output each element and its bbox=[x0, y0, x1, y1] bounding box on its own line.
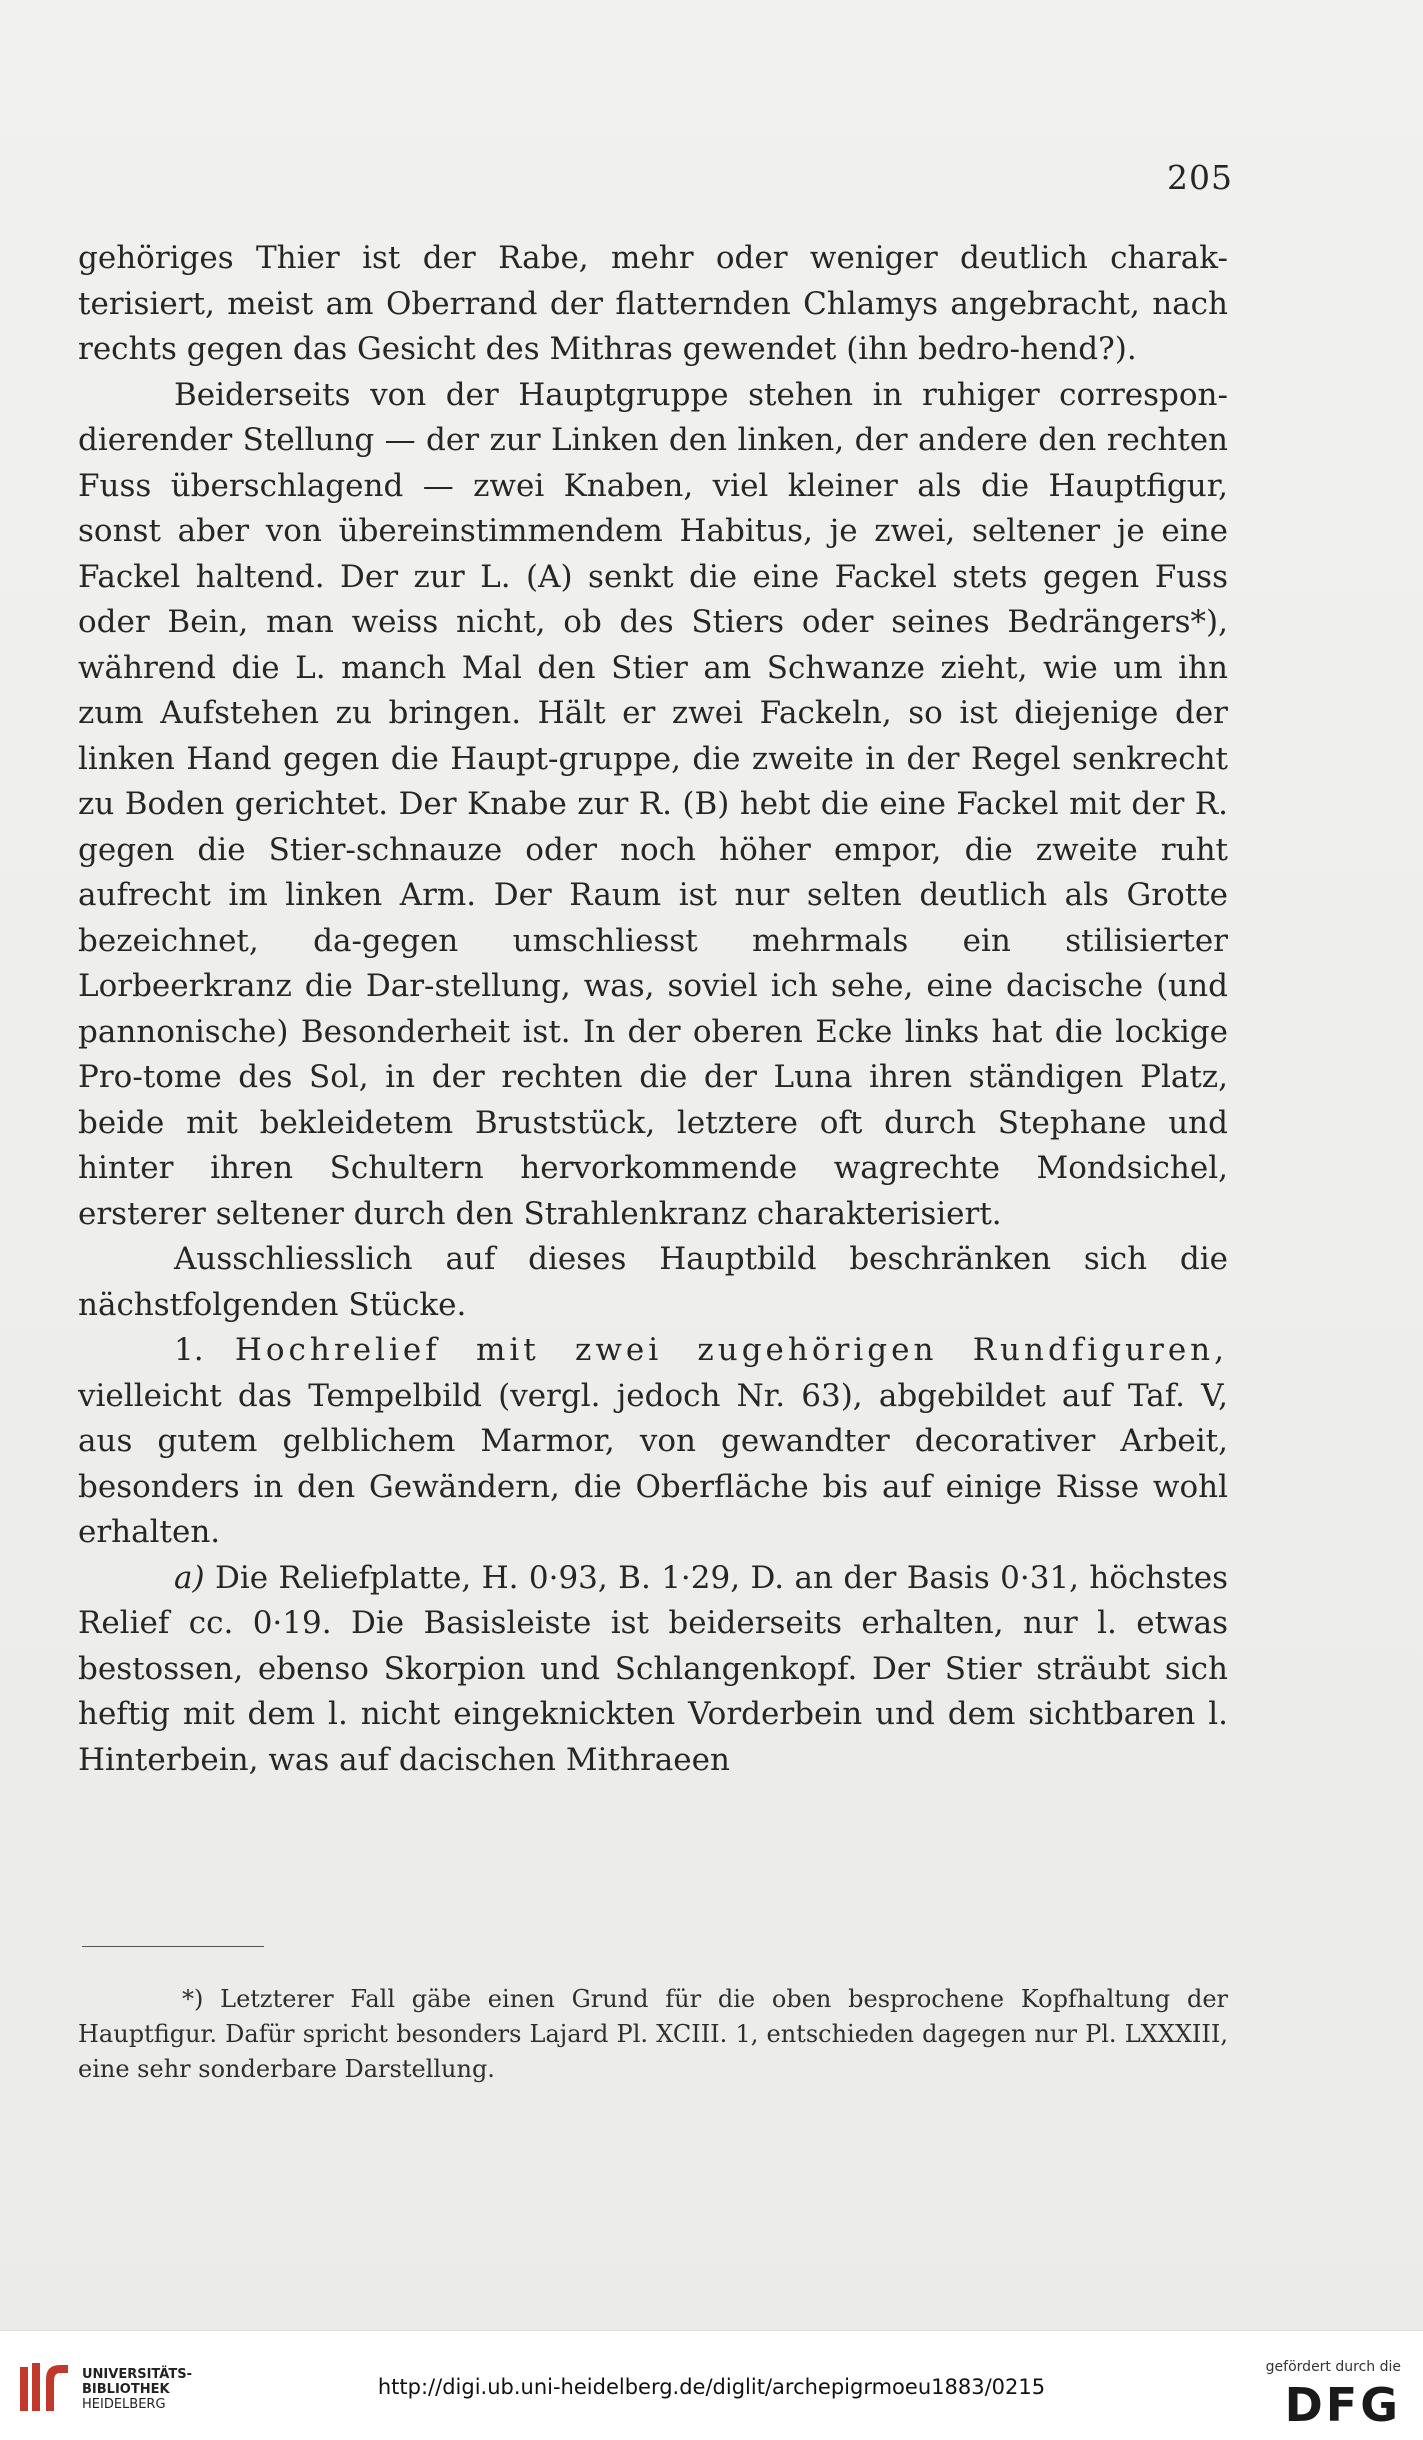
item-1-number: 1. bbox=[174, 1332, 204, 1368]
funding-note: gefördert durch die bbox=[1265, 2359, 1401, 2375]
item-a-paragraph bbox=[78, 1556, 1228, 1784]
page-number: 205 bbox=[1167, 158, 1233, 197]
footnote bbox=[78, 1982, 1228, 2087]
item-1-text: vielleicht das Tempelbild (vergl. jedoch Nr. 63), abgebildet auf Taf. V, aus gutem gelblichem Marmor, von gewandter decorativer Arbeit, besonders in den Gewändern, die Oberfläche bis auf einige Risse wohl erhalten. bbox=[78, 1377, 1228, 1550]
paragraph-raven: gehöriges Thier ist der Rabe, mehr oder weniger deutlich charak-terisiert, meist am Oberrand der flatternden Chlamys angebracht, nach rechts gegen das Gesicht des Mithras gewendet (ihn bedro-hend?). bbox=[78, 240, 1228, 367]
footer-bar bbox=[0, 2330, 1423, 2440]
library-line-2: BIBLIOTHEK bbox=[82, 2382, 170, 2397]
library-line-1: UNIVERSITÄTS- bbox=[82, 2367, 192, 2382]
body-text bbox=[78, 236, 1228, 1783]
dfg-logo: DFG bbox=[1284, 2378, 1401, 2432]
library-line-3: HEIDELBERG bbox=[82, 2397, 166, 2412]
item-1-paragraph bbox=[78, 1328, 1228, 1556]
item-a-label: a) bbox=[174, 1559, 205, 1596]
paragraph-following-pieces: Ausschliesslich auf dieses Hauptbild beschränken sich die nächstfolgenden Stücke. bbox=[78, 1241, 1228, 1323]
paragraph-torchbearers: Beiderseits von der Hauptgruppe stehen in ruhiger correspon-dierender Stellung — der zur Linken den linken, der andere den rechten Fuss überschlagend — zwei Knaben, viel kleiner als die Hauptfigur, sonst aber von übereinstimmendem Habitus, je zwei, seltener je eine Fackel haltend. Der zur L. (A) senkt die eine Fackel stets gegen Fuss oder Bein, man weiss nicht, ob des Stiers oder seines Bedrängers*), während die L. manch Mal den Stier am Schwanze zieht, wie um ihn zum Aufstehen zu bringen. Hält er zwei Fackeln, so ist diejenige der linken Hand gegen die Haupt-gruppe, die zweite in der Regel senkrecht zu Boden gerichtet. Der Knabe zur R. (B) hebt die eine Fackel mit der R. gegen die Stier-schnauze oder noch höher empor, die zweite ruht aufrecht im linken Arm. Der Raum ist nur selten deutlich als Grotte bezeichnet, da-gegen umschliesst mehrmals ein stilisierter Lorbeerkranz die Dar-stellung, was, soviel ich sehe, eine dacische (und pannonische) Besonderheit ist. In der oberen Ecke links hat die lockige Pro-tome des Sol, in der rechten die der Luna ihren ständigen Platz, beide mit bekleidetem Bruststück, letztere oft durch Stephane und hinter ihren Schultern hervorkommende wagrechte Mondsichel, ersterer seltener durch den Strahlenkranz charakterisiert. bbox=[78, 376, 1228, 1232]
item-a-text: Die Reliefplatte, H. 0·93, B. 1·29, D. an der Basis 0·31, höchstes Relief cc. 0·19. Die Basisleiste ist beiderseits erhalten, nur l. etwas bestossen, ebenso Skorpion und Schlangenkopf. Der Stier sträubt sich heftig mit dem l. nicht eingeknickten Vorderbein und dem sichtbaren l. Hinterbein, was auf dacischen Mithraeen bbox=[78, 1559, 1228, 1778]
source-url-link[interactable]: http://digi.ub.uni-heidelberg.de/diglit/archepigrmoeu1883/0215 bbox=[377, 2375, 1046, 2399]
footnote-divider bbox=[82, 1946, 264, 1947]
footnote-text: *) Letzterer Fall gäbe einen Grund für die oben besprochene Kopfhaltung der Hauptfigur. Dafür spricht besonders Lajard Pl. XCIII. 1, entschieden dagegen nur Pl. LXXXIII, eine sehr sonderbare Darstellung. bbox=[78, 1985, 1228, 2083]
item-1-title: Hochrelief mit zwei zugehörigen Rundfiguren, bbox=[234, 1332, 1228, 1368]
